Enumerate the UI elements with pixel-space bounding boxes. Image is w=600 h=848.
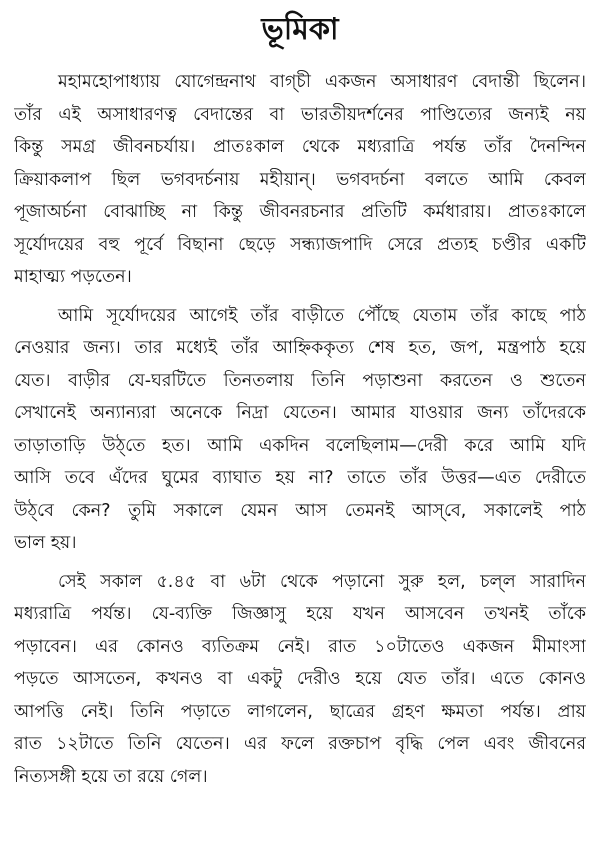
text-line: উঠ্‌বে কেন? তুমি সকালে যেমন আস তেমনই আস্‌বে, সকালেই পাঠ xyxy=(14,500,586,521)
text-line: নিত্যসঙ্গী হয়ে তা রয়ে গেল। xyxy=(14,766,208,787)
paragraph-2 xyxy=(14,300,586,560)
text-line: রাত ১২টাতে তিনি যেতেন। এর ফলে রক্তচাপ বৃদ্ধি পেল এবং জীবনের xyxy=(14,734,586,754)
text-line: তাড়াতাড়ি উঠ্‌তে হত। আমি একদিন বলেছিলাম—দেরী করে আমি যদি xyxy=(14,435,586,456)
paragraph-1 xyxy=(14,66,586,294)
text-line: ক্রিয়াকলাপ ছিল ভগবদর্চনায় মহীয়ান্। ভগবদর্চনা বলতে আমি কেবল xyxy=(14,169,586,190)
text-line: নেওয়ার জন্য। তার মধ্যেই তাঁর আহ্নিককৃত্য শেষ হত, জপ, মন্ত্রপাঠ হয়ে xyxy=(14,338,586,358)
text-line: মধ্যরাত্রি পর্যন্ত। যে-ব্যক্তি জিজ্ঞাসু হয়ে যখন আসবেন তখনই তাঁকে xyxy=(14,604,586,624)
text-line: ভাল হয়। xyxy=(14,533,77,553)
text-line: পড়াবেন। এর কোনও ব্যতিক্রম নেই। রাত ১০টাতেও একজন মীমাংসা xyxy=(14,636,586,657)
text-line: সূর্যোদয়ের বহু পূর্বে বিছানা ছেড়ে সন্ধ্যাজপাদি সেরে প্রত্যহ চণ্ডীর একটি xyxy=(14,234,586,255)
text-line: আপত্তি নেই। তিনি পড়াতে লাগলেন, ছাত্রের গ্রহণ ক্ষমতা পর্যন্ত। প্রায় xyxy=(14,701,586,722)
text-line: পূজাঅর্চনা বোঝাচ্ছি না কিন্তু জীবনরচনার প্রতিটি কর্মধারায়। প্রাতঃকালে xyxy=(14,202,586,222)
text-line: সেই সকাল ৫.৪৫ বা ৬টা থেকে পড়ানো সুরু হল, চল্‌ল সারাদিন xyxy=(58,571,586,592)
text-line: মহামহোপাধ্যায় যোগেন্দ্রনাথ বাগ্‌চী একজন অসাধারণ বেদান্তী ছিলেন। xyxy=(58,72,586,92)
text-line: মাহাত্ম্য পড়তেন। xyxy=(14,267,132,287)
paragraph-3 xyxy=(14,566,586,794)
text-line: আমি সূর্যোদয়ের আগেই তাঁর বাড়ীতে পৌঁছে যেতাম তাঁর কাছে পাঠ xyxy=(58,305,586,326)
text-line: পড়তে আসতেন, কখনও বা একটু দেরীও হয়ে যেত তাঁর। এতে কোনও xyxy=(14,669,586,689)
page-title: ভূমিকা xyxy=(261,12,339,47)
text-line: সেখানেই অন্যান্যরা অনেকে নিদ্রা যেতেন। আমার যাওয়ার জন্য তাঁদেরকে xyxy=(14,403,586,423)
text-line: কিন্তু সমগ্র জীবনচর্যায়। প্রাতঃকাল থেকে মধ্যরাত্রি পর্যন্ত তাঁর দৈনন্দিন xyxy=(14,137,586,157)
text-line: আসি তবে এঁদের ঘুমের ব্যাঘাত হয় না? তাতে তাঁর উত্তর—এত দেরীতে xyxy=(14,468,586,488)
text-line: তাঁর এই অসাধারণত্ব বেদান্তের বা ভারতীয়দর্শনের পাণ্ডিত্যের জন্যই নয় xyxy=(14,104,586,125)
text-line: যেত। বাড়ীর যে-ঘরটিতে তিনতলায় তিনি পড়াশুনা করতেন ও শুতেন xyxy=(14,370,586,391)
